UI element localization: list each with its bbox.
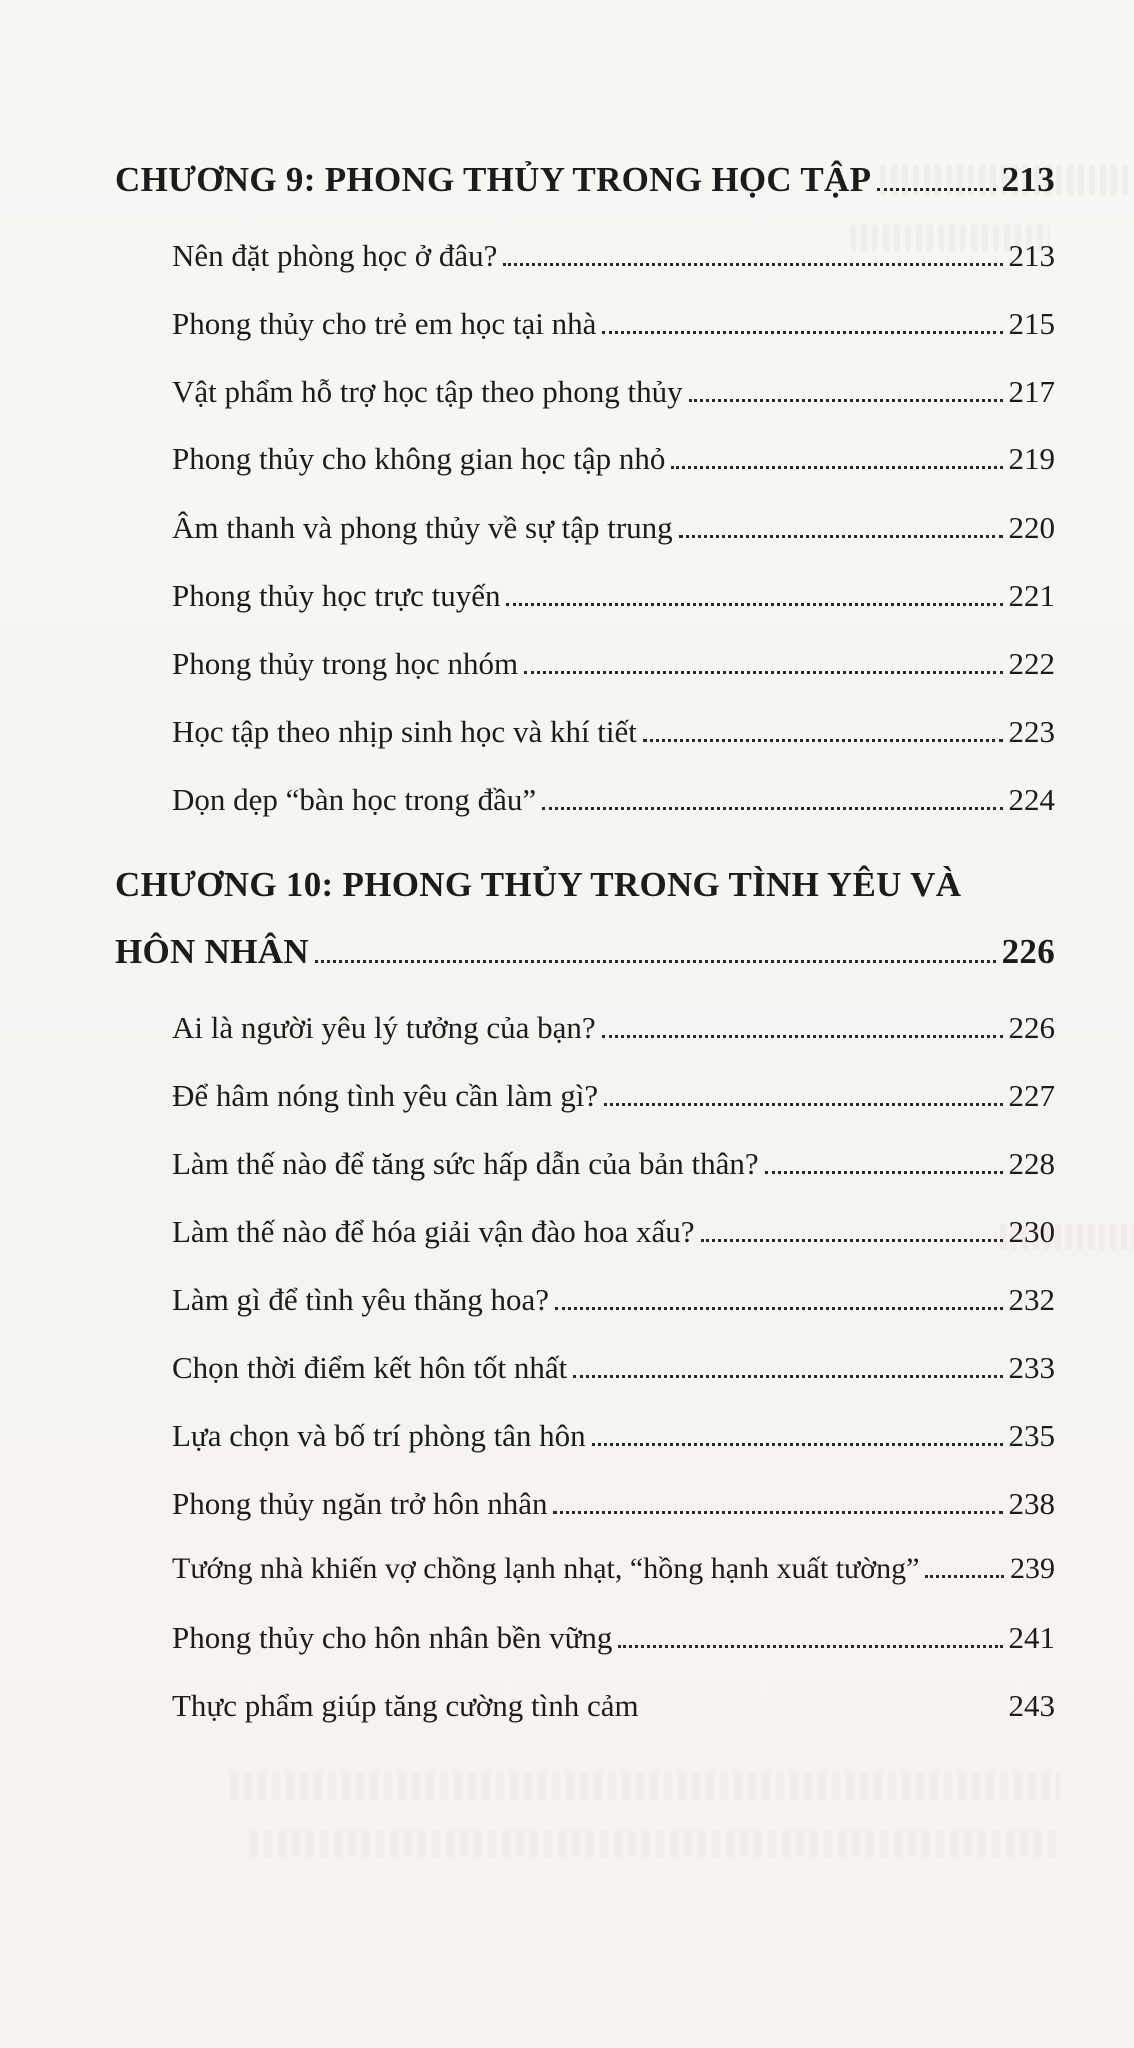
entry-title: Phong thủy ngăn trở hôn nhân (172, 1486, 548, 1521)
toc-entry[interactable] (172, 1418, 1055, 1454)
dot-leader (765, 1171, 1003, 1174)
toc-entry[interactable] (172, 714, 1055, 750)
dot-leader (503, 263, 1002, 266)
entry-page-number: 239 (1010, 1552, 1055, 1585)
show-through-text (250, 1830, 1060, 1858)
dot-leader (315, 960, 996, 963)
entry-page-number: 233 (1008, 1350, 1055, 1385)
toc-entry[interactable] (172, 238, 1055, 274)
toc-entry[interactable] (172, 578, 1055, 614)
toc-entry[interactable] (172, 782, 1055, 818)
entry-title: Dọn dẹp “bàn học trong đầu” (172, 782, 537, 817)
toc-entry[interactable] (172, 510, 1055, 546)
toc-entry[interactable] (172, 441, 1055, 477)
dot-leader (701, 1239, 1003, 1242)
toc-entry[interactable] (172, 1350, 1055, 1386)
dot-leader (592, 1443, 1003, 1446)
entry-page-number: 215 (1008, 306, 1055, 341)
entry-page-number: 235 (1008, 1418, 1055, 1453)
chapter-title-continued: HÔN NHÂN (115, 932, 309, 971)
entry-page-number: 230 (1008, 1214, 1055, 1249)
entry-page-number: 223 (1008, 714, 1055, 749)
dot-leader (604, 1103, 1002, 1106)
dot-leader (542, 807, 1002, 810)
dot-leader (602, 331, 1002, 334)
dot-leader (506, 603, 1002, 606)
entry-title: Nên đặt phòng học ở đâu? (172, 238, 498, 273)
toc-entry[interactable] (172, 306, 1055, 342)
entry-title: Phong thủy cho hôn nhân bền vững (172, 1620, 613, 1655)
entry-title: Làm gì để tình yêu thăng hoa? (172, 1282, 550, 1317)
entry-title: Thực phẩm giúp tăng cường tình cảm (172, 1688, 639, 1723)
chapter-page-number: 226 (1001, 932, 1055, 971)
entry-page-number: 232 (1008, 1282, 1055, 1317)
dot-leader (553, 1511, 1002, 1514)
entry-page-number: 243 (1008, 1688, 1055, 1723)
toc-entry[interactable] (172, 1552, 1055, 1586)
entry-title: Ai là người yêu lý tưởng của bạn? (172, 1010, 596, 1045)
entry-page-number: 217 (1008, 374, 1055, 409)
entry-title: Phong thủy cho trẻ em học tại nhà (172, 306, 597, 341)
chapter-title: CHƯƠNG 9: PHONG THỦY TRONG HỌC TẬP (115, 160, 872, 199)
entry-title: Chọn thời điểm kết hôn tốt nhất (172, 1350, 568, 1385)
entry-title: Phong thủy cho không gian học tập nhỏ (172, 441, 666, 476)
toc-entry[interactable] (172, 1078, 1055, 1114)
dot-leader (689, 399, 1003, 402)
dot-leader (555, 1307, 1002, 1310)
entry-page-number: 226 (1008, 1010, 1055, 1045)
dot-leader (925, 1575, 1004, 1578)
dot-leader (602, 1035, 1003, 1038)
entry-title: Tướng nhà khiến vợ chồng lạnh nhạt, “hồng hạnh xuất tường” (172, 1552, 920, 1585)
entry-page-number: 219 (1008, 441, 1055, 476)
toc-entry[interactable] (172, 1688, 1055, 1724)
toc-entry[interactable] (172, 1620, 1055, 1656)
dot-leader (573, 1375, 1002, 1378)
dot-leader (524, 671, 1002, 674)
entry-title: Làm thế nào để hóa giải vận đào hoa xấu? (172, 1214, 695, 1249)
toc-chapter-heading-line1[interactable] (115, 865, 961, 905)
toc-entry[interactable] (172, 1146, 1055, 1182)
entry-page-number: 221 (1008, 578, 1055, 613)
entry-page-number: 238 (1008, 1486, 1055, 1521)
entry-page-number: 220 (1008, 510, 1055, 545)
toc-entry[interactable] (172, 1486, 1055, 1522)
entry-page-number: 227 (1008, 1078, 1055, 1113)
toc-entry[interactable] (172, 646, 1055, 682)
toc-entry[interactable] (172, 1214, 1055, 1250)
entry-page-number: 213 (1008, 238, 1055, 273)
dot-leader (618, 1645, 1002, 1648)
entry-title: Phong thủy học trực tuyến (172, 578, 501, 613)
dot-leader (671, 466, 1002, 469)
dot-leader (645, 1713, 1003, 1716)
show-through-text (230, 1772, 1060, 1800)
chapter-page-number: 213 (1001, 160, 1055, 199)
toc-entry[interactable] (172, 374, 1055, 410)
entry-title: Học tập theo nhịp sinh học và khí tiết (172, 714, 637, 749)
entry-title: Vật phẩm hỗ trợ học tập theo phong thủy (172, 374, 683, 409)
toc-entry[interactable] (172, 1010, 1055, 1046)
dot-leader (679, 535, 1003, 538)
toc-chapter-heading[interactable] (115, 160, 1055, 200)
entry-page-number: 224 (1008, 782, 1055, 817)
entry-title: Âm thanh và phong thủy về sự tập trung (172, 510, 673, 545)
entry-page-number: 222 (1008, 646, 1055, 681)
entry-title: Làm thế nào để tăng sức hấp dẫn của bản thân? (172, 1146, 759, 1181)
dot-leader (643, 739, 1003, 742)
toc-chapter-heading-line2[interactable] (115, 932, 1055, 972)
chapter-title: CHƯƠNG 10: PHONG THỦY TRONG TÌNH YÊU VÀ (115, 865, 962, 904)
toc-entry[interactable] (172, 1282, 1055, 1318)
entry-title: Phong thủy trong học nhóm (172, 646, 519, 681)
entry-title: Để hâm nóng tình yêu cần làm gì? (172, 1078, 599, 1113)
dot-leader (877, 188, 995, 191)
entry-title: Lựa chọn và bố trí phòng tân hôn (172, 1418, 586, 1453)
entry-page-number: 228 (1008, 1146, 1055, 1181)
entry-page-number: 241 (1008, 1620, 1055, 1655)
